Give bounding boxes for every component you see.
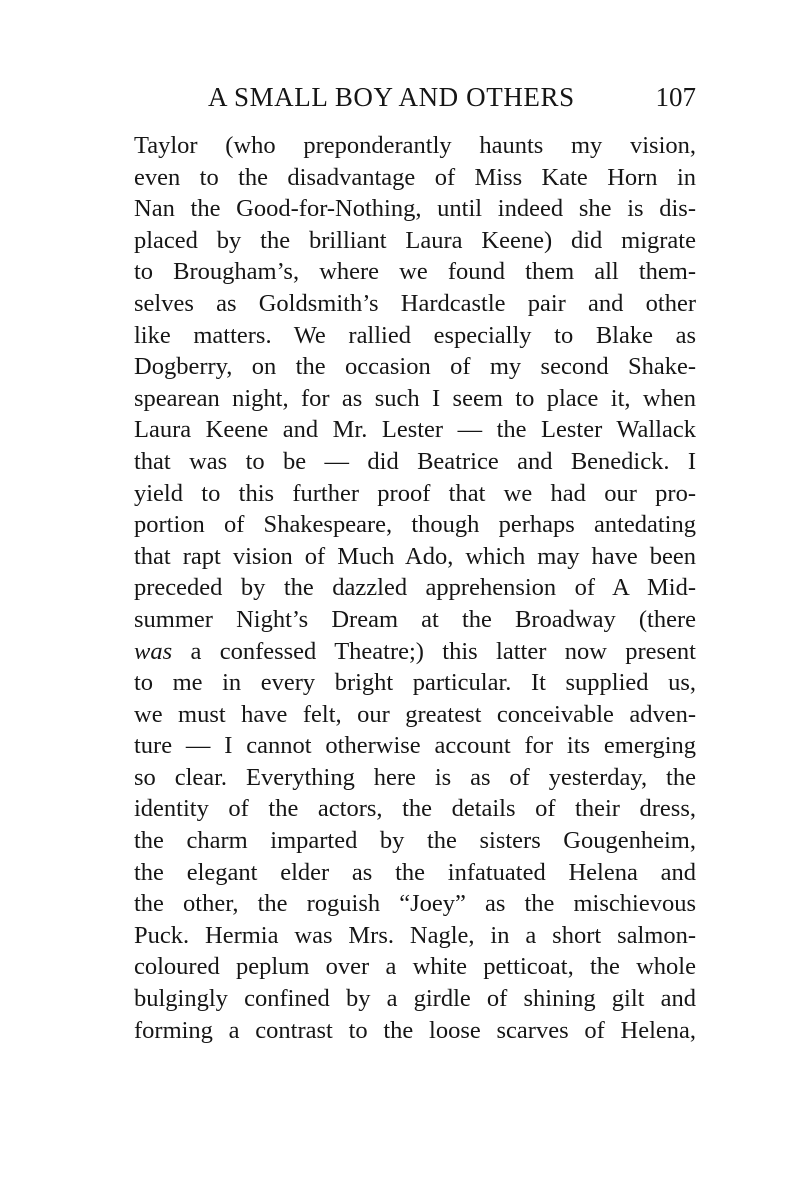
- text-line: yield to this further proof that we had our pro-: [134, 479, 696, 507]
- text-line: the charm imparted by the sisters Gougenheim,: [134, 827, 696, 855]
- text-line: that was to be — did Beatrice and Benedick. I: [134, 447, 696, 475]
- text-line: ture — I cannot otherwise account for its emerging: [134, 732, 696, 760]
- text-line: coloured peplum over a white petticoat, the whole: [134, 953, 696, 981]
- text-line: selves as Goldsmith’s Hardcastle pair and other: [134, 289, 696, 317]
- text-line: identity of the actors, the details of their dress,: [134, 795, 696, 823]
- text-line: forming a contrast to the loose scarves of Helena,: [134, 1016, 696, 1044]
- text-line: Puck. Hermia was Mrs. Nagle, in a short salmon-: [134, 921, 696, 949]
- text-line-italic: [134, 636, 696, 668]
- italic-word: was: [134, 637, 173, 665]
- body-text: [134, 130, 696, 1046]
- text-line: that rapt vision of Much Ado, which may have been: [134, 542, 696, 570]
- page-header: [134, 82, 696, 116]
- italic-line-rest: a confessed Theatre;) this latter now present: [172, 637, 696, 665]
- text-line: like matters. We rallied especially to Blake as: [134, 321, 696, 349]
- text-line: placed by the brilliant Laura Keene) did migrate: [134, 226, 696, 254]
- text-line: bulgingly confined by a girdle of shining gilt and: [134, 985, 696, 1013]
- text-line: to me in every bright particular. It supplied us,: [134, 669, 696, 697]
- running-title: A SMALL BOY AND OTHERS: [208, 82, 575, 112]
- page-number: 107: [655, 82, 696, 112]
- text-line: Nan the Good-for-Nothing, until indeed she is dis-: [134, 195, 696, 223]
- text-line: spearean night, for as such I seem to place it, when: [134, 384, 696, 412]
- text-line: to Brougham’s, where we found them all them-: [134, 258, 696, 286]
- text-line: we must have felt, our greatest conceivable adven-: [134, 700, 696, 728]
- text-line: portion of Shakespeare, though perhaps antedating: [134, 511, 696, 539]
- text-line: the other, the roguish “Joey” as the mischievous: [134, 890, 696, 918]
- text-line: Taylor (who preponderantly haunts my vision,: [134, 132, 696, 159]
- text-line: preceded by the dazzled apprehension of A Mid-: [134, 574, 696, 602]
- text-line: Laura Keene and Mr. Lester — the Lester Wallack: [134, 416, 696, 444]
- text-line: Dogberry, on the occasion of my second Shake-: [134, 353, 696, 381]
- text-line: summer Night’s Dream at the Broadway (there: [134, 605, 696, 633]
- text-line: the elegant elder as the infatuated Helena and: [134, 858, 696, 886]
- text-line: even to the disadvantage of Miss Kate Horn in: [134, 163, 696, 191]
- text-line: so clear. Everything here is as of yesterday, the: [134, 763, 696, 791]
